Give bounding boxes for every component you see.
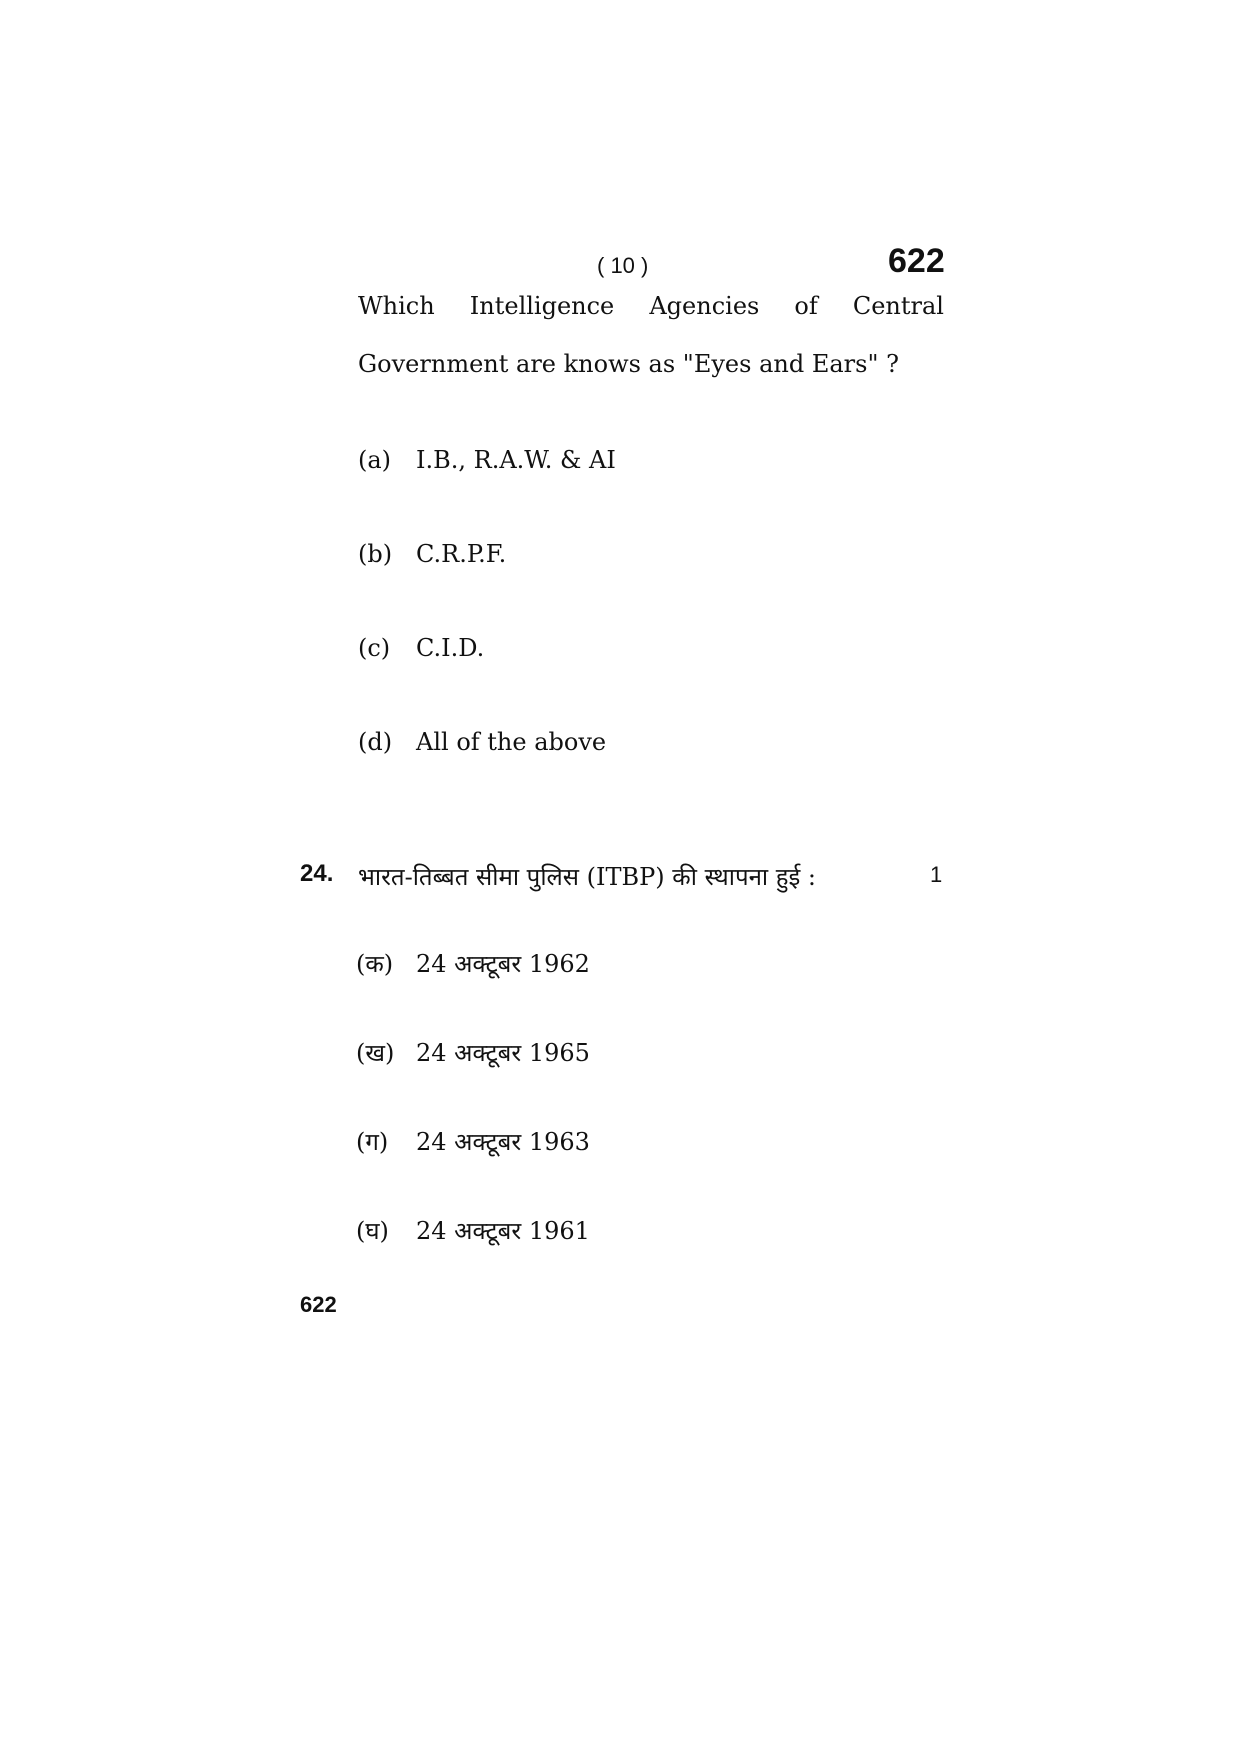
option-label-c: (c)	[358, 634, 391, 662]
option-label-b: (b)	[358, 540, 393, 568]
option-text-ka: 24 अक्टूबर 1962	[416, 950, 590, 978]
option-label-gha: (घ)	[356, 1217, 389, 1245]
option-label-ga: (ग)	[356, 1128, 389, 1156]
option-text-c: C.I.D.	[416, 634, 485, 662]
option-text-a: I.B., R.A.W. & AI	[416, 446, 616, 474]
option-label-ka: (क)	[356, 950, 394, 978]
question-word: Intelligence	[469, 292, 615, 320]
question-24-text: भारत-तिब्बत सीमा पुलिस (ITBP) की स्थापना हुई :	[358, 863, 817, 891]
page-number: ( 10 )	[597, 253, 649, 278]
question-23-text-line1	[358, 292, 944, 320]
question-word: Which	[358, 292, 435, 320]
option-text-ga: 24 अक्टूबर 1963	[416, 1128, 590, 1156]
question-word: of	[794, 292, 818, 320]
question-word: Central	[852, 292, 944, 320]
option-label-kha: (ख)	[356, 1039, 395, 1067]
option-text-gha: 24 अक्टूबर 1961	[416, 1217, 590, 1245]
question-24-number: 24.	[300, 860, 334, 887]
option-text-d: All of the above	[416, 728, 607, 756]
question-24-marks: 1	[930, 862, 943, 887]
paper-code-footer: 622	[300, 1292, 337, 1317]
option-text-b: C.R.P.F.	[416, 540, 507, 568]
paper-code-header: 622	[888, 242, 945, 280]
option-label-a: (a)	[358, 446, 392, 474]
question-23-text-line2: Government are knows as "Eyes and Ears" ?	[358, 350, 899, 378]
option-label-d: (d)	[358, 728, 393, 756]
option-text-kha: 24 अक्टूबर 1965	[416, 1039, 590, 1067]
question-word: Agencies	[649, 292, 760, 320]
